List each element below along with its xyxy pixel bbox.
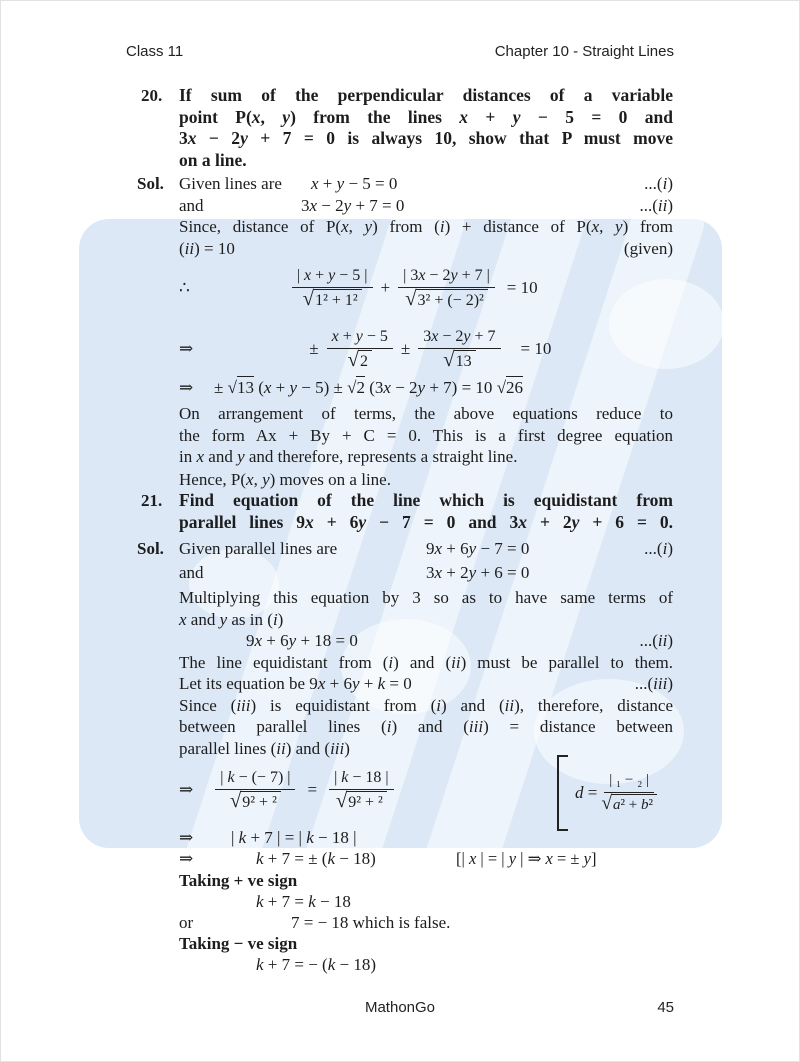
sol21-line-10: parallel lines (ii) and (iii) (179, 738, 350, 758)
sol21-line-3: Multiplying this equation by 3 so as to have same terms of (179, 588, 673, 607)
distance-formula-note (557, 755, 657, 831)
sol20-line-8: in x and y and therefore, represents a straight line. (179, 447, 518, 466)
equation: x + y − 5 = 0 (311, 174, 398, 193)
radical-sign: √ (405, 287, 417, 310)
question-20-line: 3x − 2y + 7 = 0 is always 10, show that P must move (179, 128, 673, 148)
sol21-line-14 (179, 912, 673, 934)
eq-ref: ...(i) (644, 174, 673, 193)
fraction: | k − 18 | √ 9² + ² (329, 768, 394, 812)
brand-name: MathonGo (364, 999, 436, 1016)
radical-sign: √ (601, 793, 613, 814)
implies-symbol: ⇒ (179, 780, 194, 800)
equation: | k + 7 | = | k − 18 | (231, 828, 357, 847)
sol20-line-3: Since, distance of P(x, y) from (i) + distance of P(x, y) from (179, 217, 673, 236)
therefore-symbol: ∴ (179, 278, 190, 298)
sol21-line-6: The line equidistant from (i) and (ii) must be parallel to them. (179, 652, 674, 672)
equation: 3x + 2y + 6 = 0 (426, 563, 530, 582)
header-class-label: Class 11 (126, 43, 184, 60)
equals-value: = 10 (506, 278, 538, 298)
question-21-line: parallel lines 9x + 6y − 7 = 0 and 3x + 2y + 6 = 0. (179, 511, 673, 532)
text: and (179, 195, 204, 215)
sol21-line-12 (179, 848, 673, 870)
fraction: | 3x − 2y + 7 | √ 3² + (− 2)² (398, 266, 495, 310)
equation: ± √13 (x + y − 5) ± √2 (3x − 2y + 7) = 10 √26 (214, 378, 524, 397)
sol20-line-7: the form Ax + By + C = 0. This is a first degree equation (179, 425, 673, 445)
sol20-line-4 (179, 238, 673, 260)
radical-sign: √ (335, 789, 348, 812)
radical-sign: √ (347, 348, 359, 371)
implies-symbol: ⇒ (179, 378, 194, 397)
text: Given parallel lines are (179, 539, 338, 558)
equation: 3x − 2y + 7 = 0 (301, 195, 405, 215)
sol20-frac-row-2 (179, 323, 673, 375)
eq-ref: ...(ii) (639, 195, 673, 215)
equation: k + 7 = ± (k − 18) (256, 849, 376, 868)
fraction: | k − (− 7) | √ 9² + ² (215, 768, 295, 812)
sol20-line-1 (137, 173, 673, 195)
radical-sign: √ (443, 348, 455, 371)
question-20-number: 20. (141, 86, 163, 105)
fraction: 3x − 2y + 7 √ 13 (418, 327, 500, 371)
question-21-line: Find equation of the line which is equidistant from (179, 490, 673, 510)
sol-label: Sol. (137, 539, 164, 558)
sol21-line-4: x and y as in (i) (179, 609, 284, 629)
sol20-frac-row-1 (179, 259, 673, 317)
sol-label: Sol. (137, 174, 164, 193)
sol21-line-11 (179, 827, 673, 849)
d-equals: d = (575, 783, 598, 803)
question-21-number: 21. (141, 491, 163, 510)
text: and (179, 563, 204, 582)
sol21-line-9: between parallel lines (i) and (iii) = distance between (179, 717, 673, 736)
sol21-line-15: k + 7 = − (k − 18) (256, 954, 377, 974)
plus-sign: + (380, 278, 391, 298)
sol21-line-8: Since (iii) is equidistant from (i) and (ii), therefore, distance (179, 695, 674, 715)
left-bracket (557, 755, 568, 831)
question-20-line: point P(x, y) from the lines x + y − 5 = 0 and (179, 106, 673, 127)
given-label: (given) (623, 238, 673, 258)
eq-ref: ...(i) (644, 539, 673, 558)
sol20-line-9: Hence, P(x, y) moves on a line. (179, 469, 391, 489)
text: or (179, 912, 194, 932)
sol21-line-13: k + 7 = k − 18 (256, 891, 351, 911)
sol20-line-6: On arrangement of terms, the above equations reduce to (179, 404, 673, 423)
implies-symbol: ⇒ (179, 828, 194, 847)
page-number: 45 (657, 999, 674, 1016)
page-header (126, 43, 674, 60)
fraction: x + y − 5 √ 2 (327, 327, 393, 371)
equation: 9x + 6y + 18 = 0 (246, 631, 358, 650)
fraction: | ₁ − ₂ | √ a² + b² (601, 771, 657, 815)
question-21 (141, 490, 673, 533)
equation: 9x + 6y − 7 = 0 (426, 539, 530, 558)
sol21-line-1 (137, 538, 673, 560)
radical-sign: √ (302, 287, 315, 310)
equals-value: = 10 (520, 339, 552, 359)
sol21-line-7 (179, 673, 673, 695)
implies-symbol: ⇒ (179, 849, 194, 868)
eq-ref: ...(iii) (634, 674, 673, 693)
equation: 7 = − 18 which is false. (291, 912, 451, 932)
taking-plus-heading: Taking + ve sign (179, 870, 298, 890)
radical-sign: √ (229, 789, 242, 812)
sol21-line-2 (179, 562, 673, 584)
question-20-line: If sum of the perpendicular distances of a variable (179, 85, 673, 105)
text: Let its equation be 9x + 6y + k = 0 (179, 674, 412, 693)
text: Given lines are (179, 174, 282, 193)
sol20-line-5 (179, 377, 673, 399)
header-chapter-label: Chapter 10 - Straight Lines (494, 43, 674, 60)
equals-sign: = (307, 780, 318, 800)
question-20 (141, 85, 673, 171)
plus-minus: ± (309, 339, 319, 359)
text: (ii) = 10 (179, 238, 235, 258)
fraction: | x + y − 5 | √ 1² + 1² (292, 266, 373, 310)
abs-value-note: [| x | = | y | ⇒ x = ± y] (456, 849, 597, 868)
question-20-line: on a line. (179, 149, 247, 170)
taking-minus-heading: Taking − ve sign (179, 933, 298, 953)
eq-ref: ...(ii) (639, 631, 673, 650)
sol20-line-2 (179, 195, 673, 217)
implies-symbol: ⇒ (179, 339, 194, 359)
sol21-frac-row (179, 761, 673, 819)
plus-minus: ± (400, 339, 411, 359)
